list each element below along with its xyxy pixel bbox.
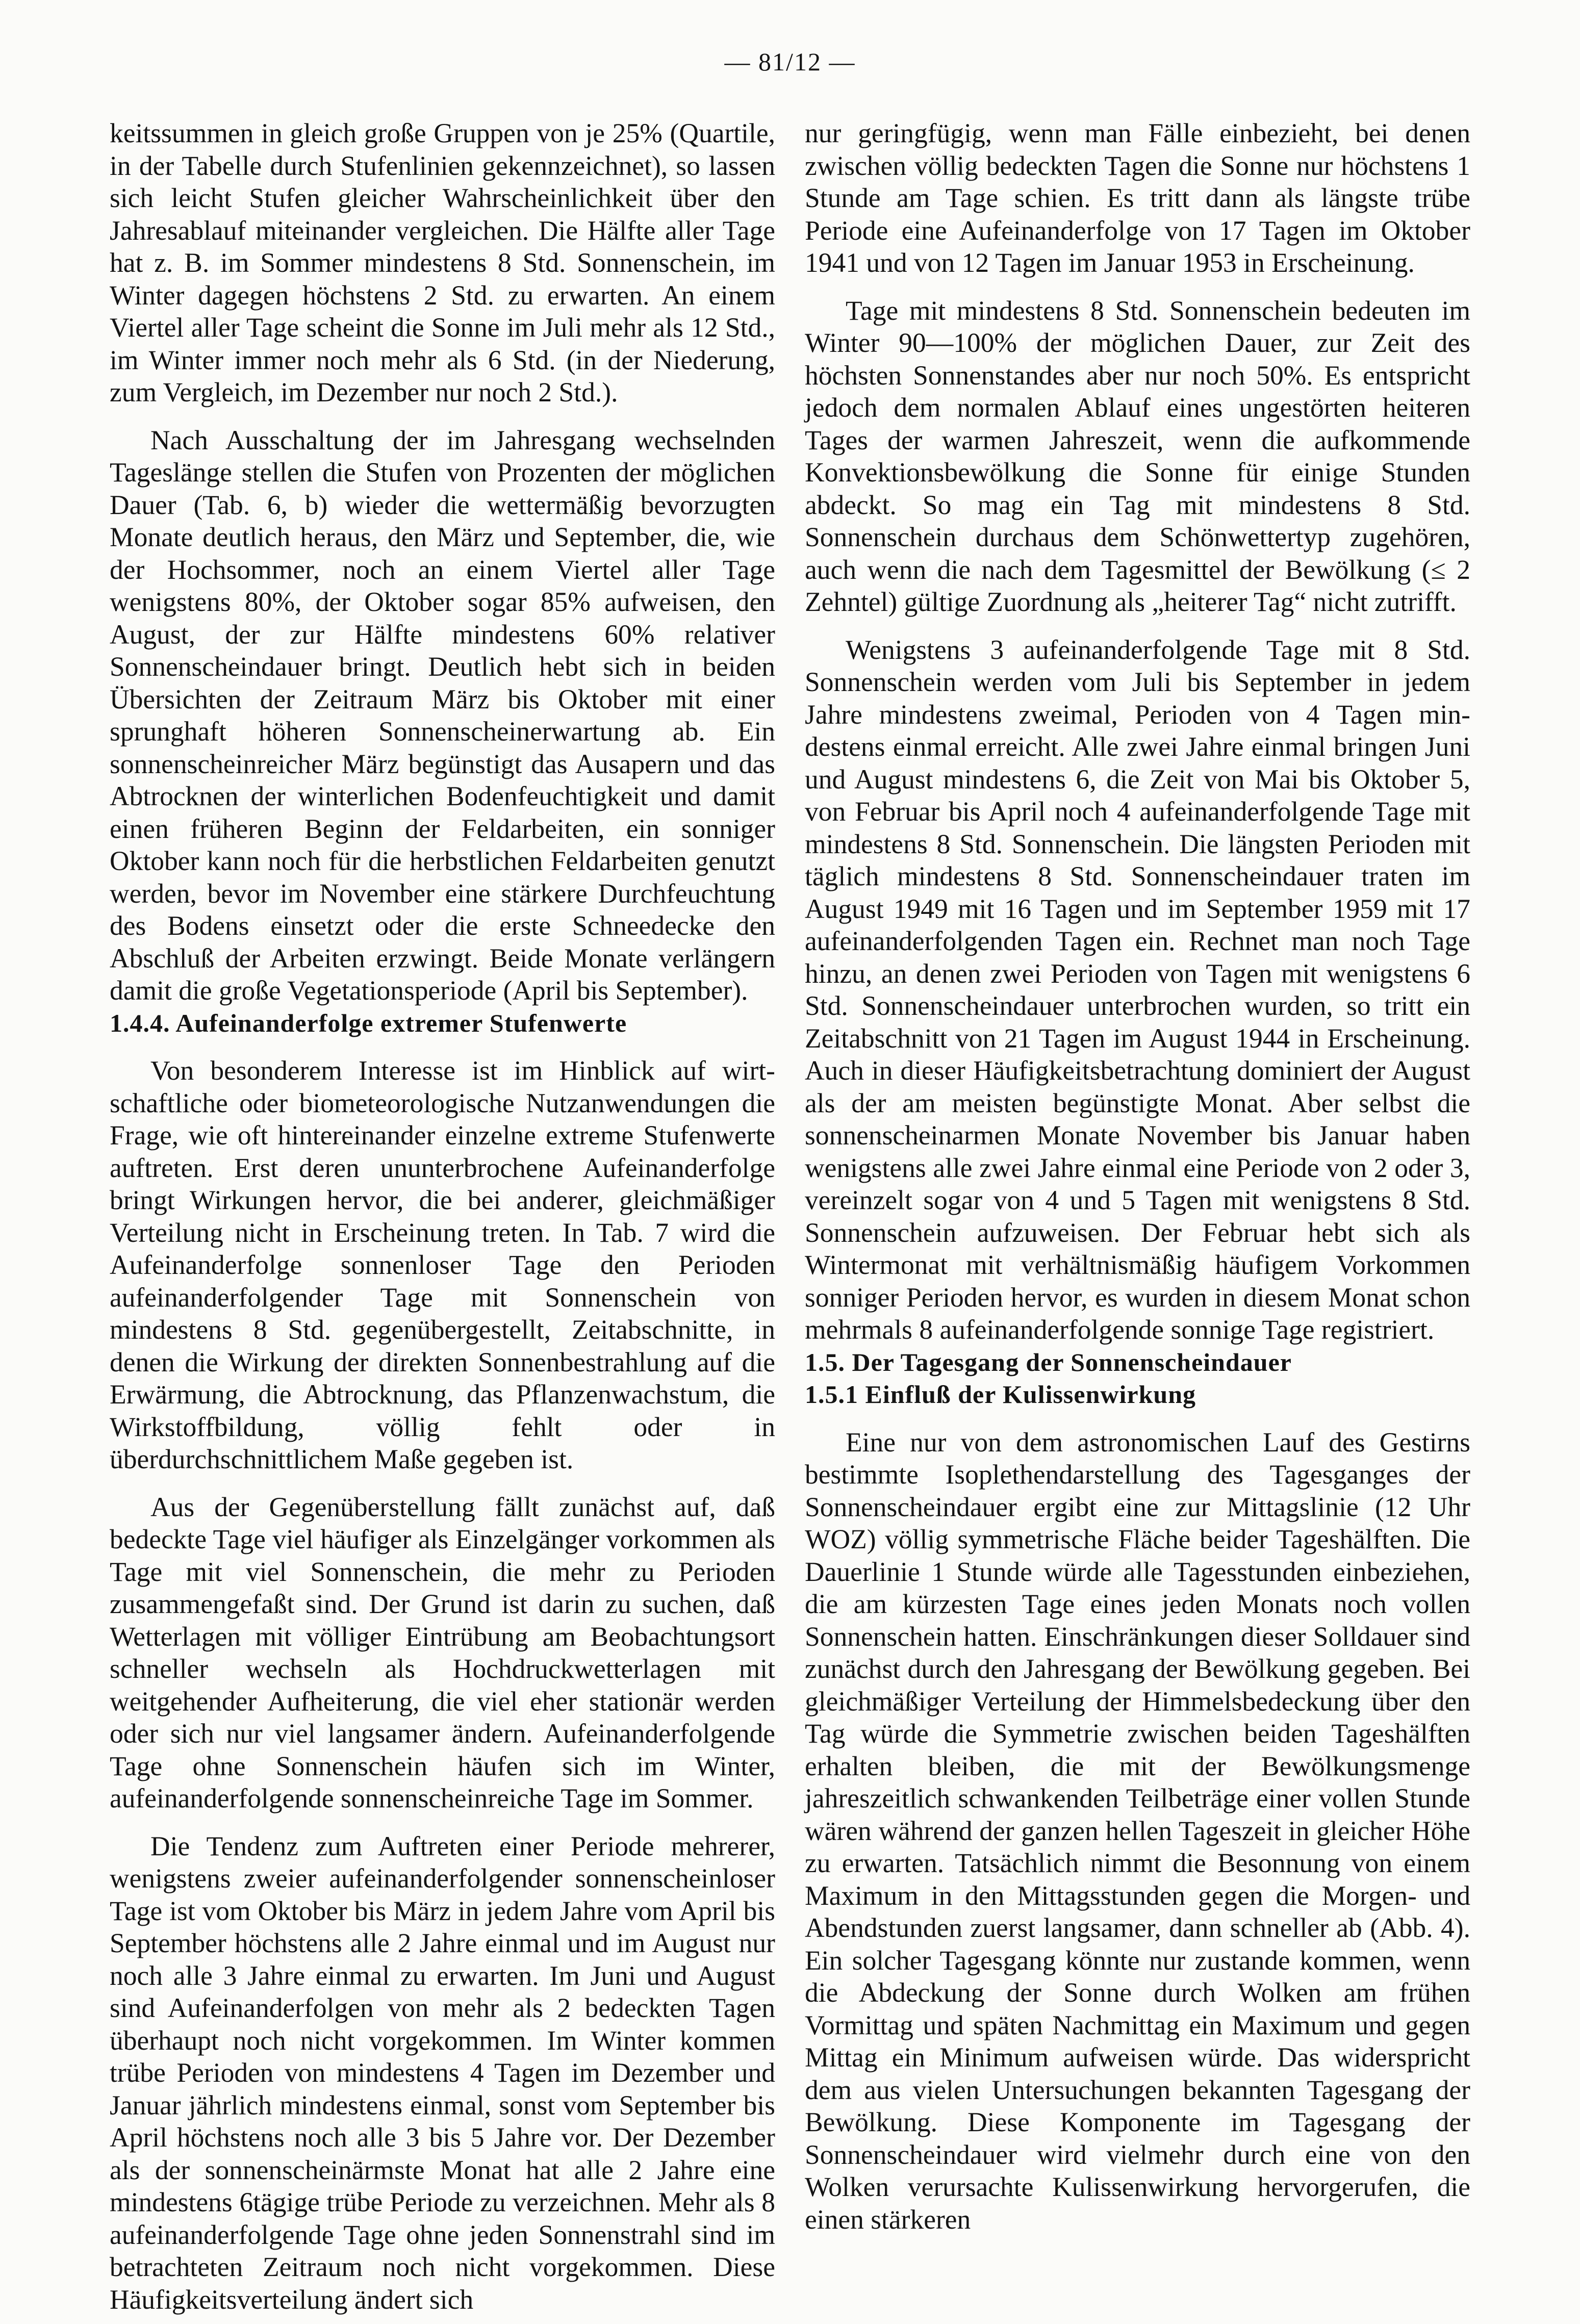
page-number: — 81/12 — (724, 47, 856, 76)
paragraph: Nach Ausschaltung der im Jahresgang wechselnden Tageslänge stellen die Stufen von Prozenten der möglichen Dauer (Tab. 6, b) wieder die wettermäßig bevorzugten Monate deutlich heraus, den März und September, die, wie der Hochsommer, noch an einem Viertel aller Tage wenigstens 80%, der Oktober sogar 85% aufweisen, den August, der zur Hälfte mindestens 60% relativer Sonnenscheindauer bringt. Deutlich hebt sich in beiden Übersichten der Zeitraum März bis Oktober mit einer sprunghaft höheren Sonnenscheinerwartung ab. Ein sonnenscheinreicher März begünstigt das Ausapern und das Abtrocknen der winterlichen Bodenfeuchtigkeit und damit einen früheren Beginn der Feldarbeiten, ein sonniger Oktober kann noch für die herbstlichen Feldarbeiten genutzt werden, bevor im November eine stärkere Durchfeuchtung des Bodens einsetzt oder die erste Schneedecke den Abschluß der Arbeiten erzwingt. Beide Monate verlängern damit die große Vegetationsperiode (April bis September). (110, 424, 775, 1006)
paragraph: Aus der Gegenüberstellung fällt zunächst auf, daß bedeckte Tage viel häufiger als Einzelgänger vorkommen als Tage mit viel Sonnenschein, die mehr zu Perioden zusammengefaßt sind. Der Grund ist darin zu suchen, daß Wetterlagen mit völliger Eintrübung am Beobachtungsort schneller wechseln als Hochdruckwetterlagen mit weitgehender Aufheiterung, die viel eher stationär werden oder sich nur viel langsamer ändern. Aufeinanderfolgende Tage ohne Sonnenschein häufen sich im Winter, aufeinanderfolgende sonnenscheinreiche Tage im Sommer. (110, 1491, 775, 1814)
left-column (110, 117, 775, 2316)
paragraph: keitssummen in gleich große Gruppen von je 25% (Quartile, in der Tabelle durch Stufenlinien gekennzeichnet), so lassen sich leicht Stufen gleicher Wahrscheinlichkeit über den Jahresablauf miteinander vergleichen. Die Hälfte aller Tage hat z. B. im Sommer mindestens 8 Std. Sonnenschein, im Winter dagegen höchstens 2 Std. zu erwarten. An einem Viertel aller Tage scheint die Sonne im Juli mehr als 12 Std., im Winter immer noch mehr als 6 Std. (in der Niederung, zum Vergleich, im Dezember nur noch 2 Std.). (110, 118, 775, 407)
right-column (805, 117, 1470, 2236)
section-heading: 1.4.4. Aufeinanderfolge extremer Stufenwerte (110, 1008, 627, 1037)
section-heading: 1.5. Der Tagesgang der Sonnenscheindauer (805, 1347, 1292, 1376)
subsection-heading: 1.5.1 Einfluß der Kulissenwirkung (805, 1380, 1196, 1409)
paragraph: Von besonderem Interesse ist im Hinblick auf wirtschaftliche oder biometeorologische Nutzanwendungen die Frage, wie oft hintereinander einzelne extreme Stufenwerte auftreten. Erst deren ununterbrochene Aufeinanderfolge bringt Wirkungen hervor, die bei anderer, gleichmäßiger Verteilung nicht in Erscheinung treten. In Tab. 7 wird die Aufeinanderfolge sonnenloser Tage den Perioden aufeinanderfolgender Tage mit Sonnenschein von mindestens 8 Std. gegenübergestellt, Zeitabschnitte, in denen die Wirkung der direkten Sonnenbestrahlung auf die Erwärmung, die Abtrocknung, das Pflanzenwachstum, die Wirkstoffbildung, völlig fehlt oder in überdurchschnittlichem Maße gegeben ist. (110, 1055, 775, 1474)
paragraph: Eine nur von dem astronomischen Lauf des Gestirns bestimmte Isoplethendarstellung des Tagesganges der Sonnenscheindauer ergibt eine zur Mittagslinie (12 Uhr WOZ) völlig symmetrische Fläche beider Tageshälften. Die Dauerlinie 1 Stunde würde alle Tagesstunden einbeziehen, die am kürzesten Tage eines jeden Monats noch vollen Sonnenschein hatten. Einschränkungen dieser Solldauer sind zunächst durch den Jahresgang der Bewölkung gegeben. Bei gleichmäßiger Verteilung der Himmelsbedeckung über den Tag würde die Symmetrie zwischen beiden Tageshälften erhalten bleiben, die mit der Bewölkungsmenge jahreszeitlich schwankenden Teilbeträge einer vollen Stunde wären während der ganzen hellen Tageszeit in gleicher Höhe zu erwarten. Tatsächlich nimmt die Besonnung von einem Maximum in den Mittagsstunden gegen die Morgen- und Abendstunden zuerst langsamer, dann schneller ab (Abb. 4). Ein solcher Tagesgang könnte nur zustande kommen, wenn die Abdeckung der Sonne durch Wolken am frühen Vormittag und späten Nachmittag ein Maximum und gegen Mittag ein Minimum aufweisen würde. Das widerspricht dem aus vielen Untersuchungen bekannten Tagesgang der Bewölkung. Diese Komponente im Tagesgang der Sonnenscheindauer wird vielmehr durch eine von den Wolken verursachte Kulissenwirkung hervorgerufen, die einen stärkeren (805, 1426, 1470, 2235)
paragraph: Wenigstens 3 aufeinanderfolgende Tage mit 8 Std. Sonnenschein werden vom Juli bis September in jedem Jahre mindestens zweimal, Perioden von 4 Tagen mindestens einmal erreicht. Alle zwei Jahre einmal bringen Juni und August mindestens 6, die Zeit von Mai bis Oktober 5, von Februar bis April noch 4 aufeinanderfolgende Tage mit mindestens 8 Std. Sonnenschein. Die längsten Perioden mit täglich mindestens 8 Std. Sonnenscheindauer traten im August 1949 mit 16 Tagen und im September 1959 mit 17 aufeinanderfolgenden Tagen ein. Rechnet man noch Tage hinzu, an denen zwei Perioden von Tagen mit wenigstens 6 Std. Sonnenscheindauer unterbrochen wurden, so tritt ein Zeitabschnitt von 21 Tagen im August 1944 in Erscheinung. Auch in dieser Häufigkeitsbetrachtung dominiert der August als der am meisten begünstigte Monat. Aber selbst die sonnenscheinarmen Monate November bis Januar haben wenigstens alle zwei Jahre einmal eine Periode von 2 oder 3, vereinzelt sogar von 4 und 5 Tagen mit wenigstens 8 Std. Sonnenschein aufzuweisen. Der Februar hebt sich als Wintermonat mit verhältnismäßig häufigem Vorkommen sonniger Perioden hervor, es wurden in diesem Monat schon mehrmals 8 aufeinanderfolgende sonnige Tage registriert. (805, 634, 1470, 1345)
paragraph: Tage mit mindestens 8 Std. Sonnenschein bedeuten im Winter 90—100% der möglichen Dauer, zur Zeit des höchsten Sonnenstandes aber nur noch 50%. Es entspricht jedoch dem normalen Ablauf eines ungestörten heiteren Tages der warmen Jahreszeit, wenn die aufkommende Konvektionsbewölkung die Sonne für einige Stunden abdeckt. So mag ein Tag mit mindestens 8 Std. Sonnenschein durchaus dem Schönwettertyp zugehören, auch wenn die nach dem Tagesmittel der Bewölkung (≤ 2 Zehntel) gültige Zuordnung als „heiterer Tag“ nicht zutrifft. (805, 295, 1470, 617)
paragraph: Die Tendenz zum Auftreten einer Periode mehrerer, wenigstens zweier aufeinanderfolgender sonnenscheinloser Tage ist vom Oktober bis März in jedem Jahre vom April bis September höchstens alle 2 Jahre einmal und im August nur noch alle 3 Jahre einmal zu erwarten. Im Juni und August sind Aufeinanderfolgen von mehr als 2 bedeckten Tagen überhaupt noch nicht vorgekommen. Im Winter kommen trübe Perioden von mindestens 4 Tagen im Dezember und Januar jährlich mindestens einmal, sonst vom September bis April höchstens noch alle 3 bis 5 Jahre vor. Der Dezember als der sonnenscheinärmste Monat hat alle 2 Jahre eine mindestens 6tägige trübe Periode zu verzeichnen. Mehr als 8 aufeinanderfolgende Tage ohne jeden Sonnenstrahl sind im betrachteten Zeitraum noch nicht vorgekommen. Diese Häufigkeitsverteilung ändert sich (110, 1830, 775, 2315)
paragraph: nur geringfügig, wenn man Fälle einbezieht, bei denen zwischen völlig bedeckten Tagen die Sonne nur höchstens 1 Stunde am Tage schien. Es tritt dann als längste trübe Periode eine Aufeinanderfolge von 17 Tagen im Oktober 1941 und von 12 Tagen im Januar 1953 in Erscheinung. (805, 118, 1470, 278)
